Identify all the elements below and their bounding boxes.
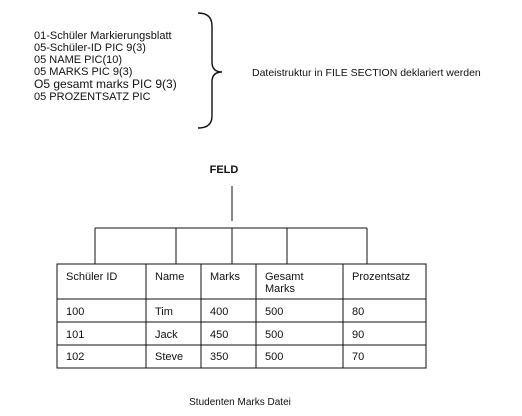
table-cell: 102 [66, 351, 85, 363]
table-cell: 350 [210, 351, 229, 363]
table-cell: 100 [66, 306, 85, 318]
table-cell: 500 [265, 351, 284, 363]
table-cell: Tim [155, 306, 173, 318]
table-cell: 90 [352, 329, 365, 341]
table-cell: 500 [265, 329, 284, 341]
record-line: 05 PROZENTSATZ PIC [34, 91, 151, 103]
table-header-cell: Marks [210, 271, 240, 283]
curly-brace [198, 13, 222, 128]
table-header-cell: Schüler ID [66, 271, 118, 283]
figure-caption: Studenten Marks Datei [189, 397, 291, 408]
table-header-cell: Name [155, 271, 185, 283]
record-line: 05 MARKS PIC 9(3) [34, 66, 133, 78]
table-cell: 70 [352, 351, 365, 363]
table-cell: Steve [155, 351, 184, 363]
table-header-cell: Gesamt Marks [265, 271, 304, 295]
record-line: 05 NAME PIC(10) [34, 54, 123, 66]
root-node-label: FELD [209, 164, 239, 176]
table-cell: 500 [265, 306, 284, 318]
table-cell: Jack [155, 329, 178, 341]
callout-text: Dateistruktur in FILE SECTION deklariert werden [252, 67, 481, 79]
table-cell: 450 [210, 329, 229, 341]
table-cell: 400 [210, 306, 229, 318]
table-cell: 101 [66, 329, 85, 341]
table-cell: 80 [352, 306, 365, 318]
record-line: 01-Schüler Markierungsblatt [34, 30, 172, 42]
record-line: O5 gesamt marks PIC 9(3) [34, 77, 177, 91]
table-header-cell: Prozentsatz [352, 271, 411, 283]
record-line: 05-Schüler-ID PIC 9(3) [34, 42, 146, 54]
